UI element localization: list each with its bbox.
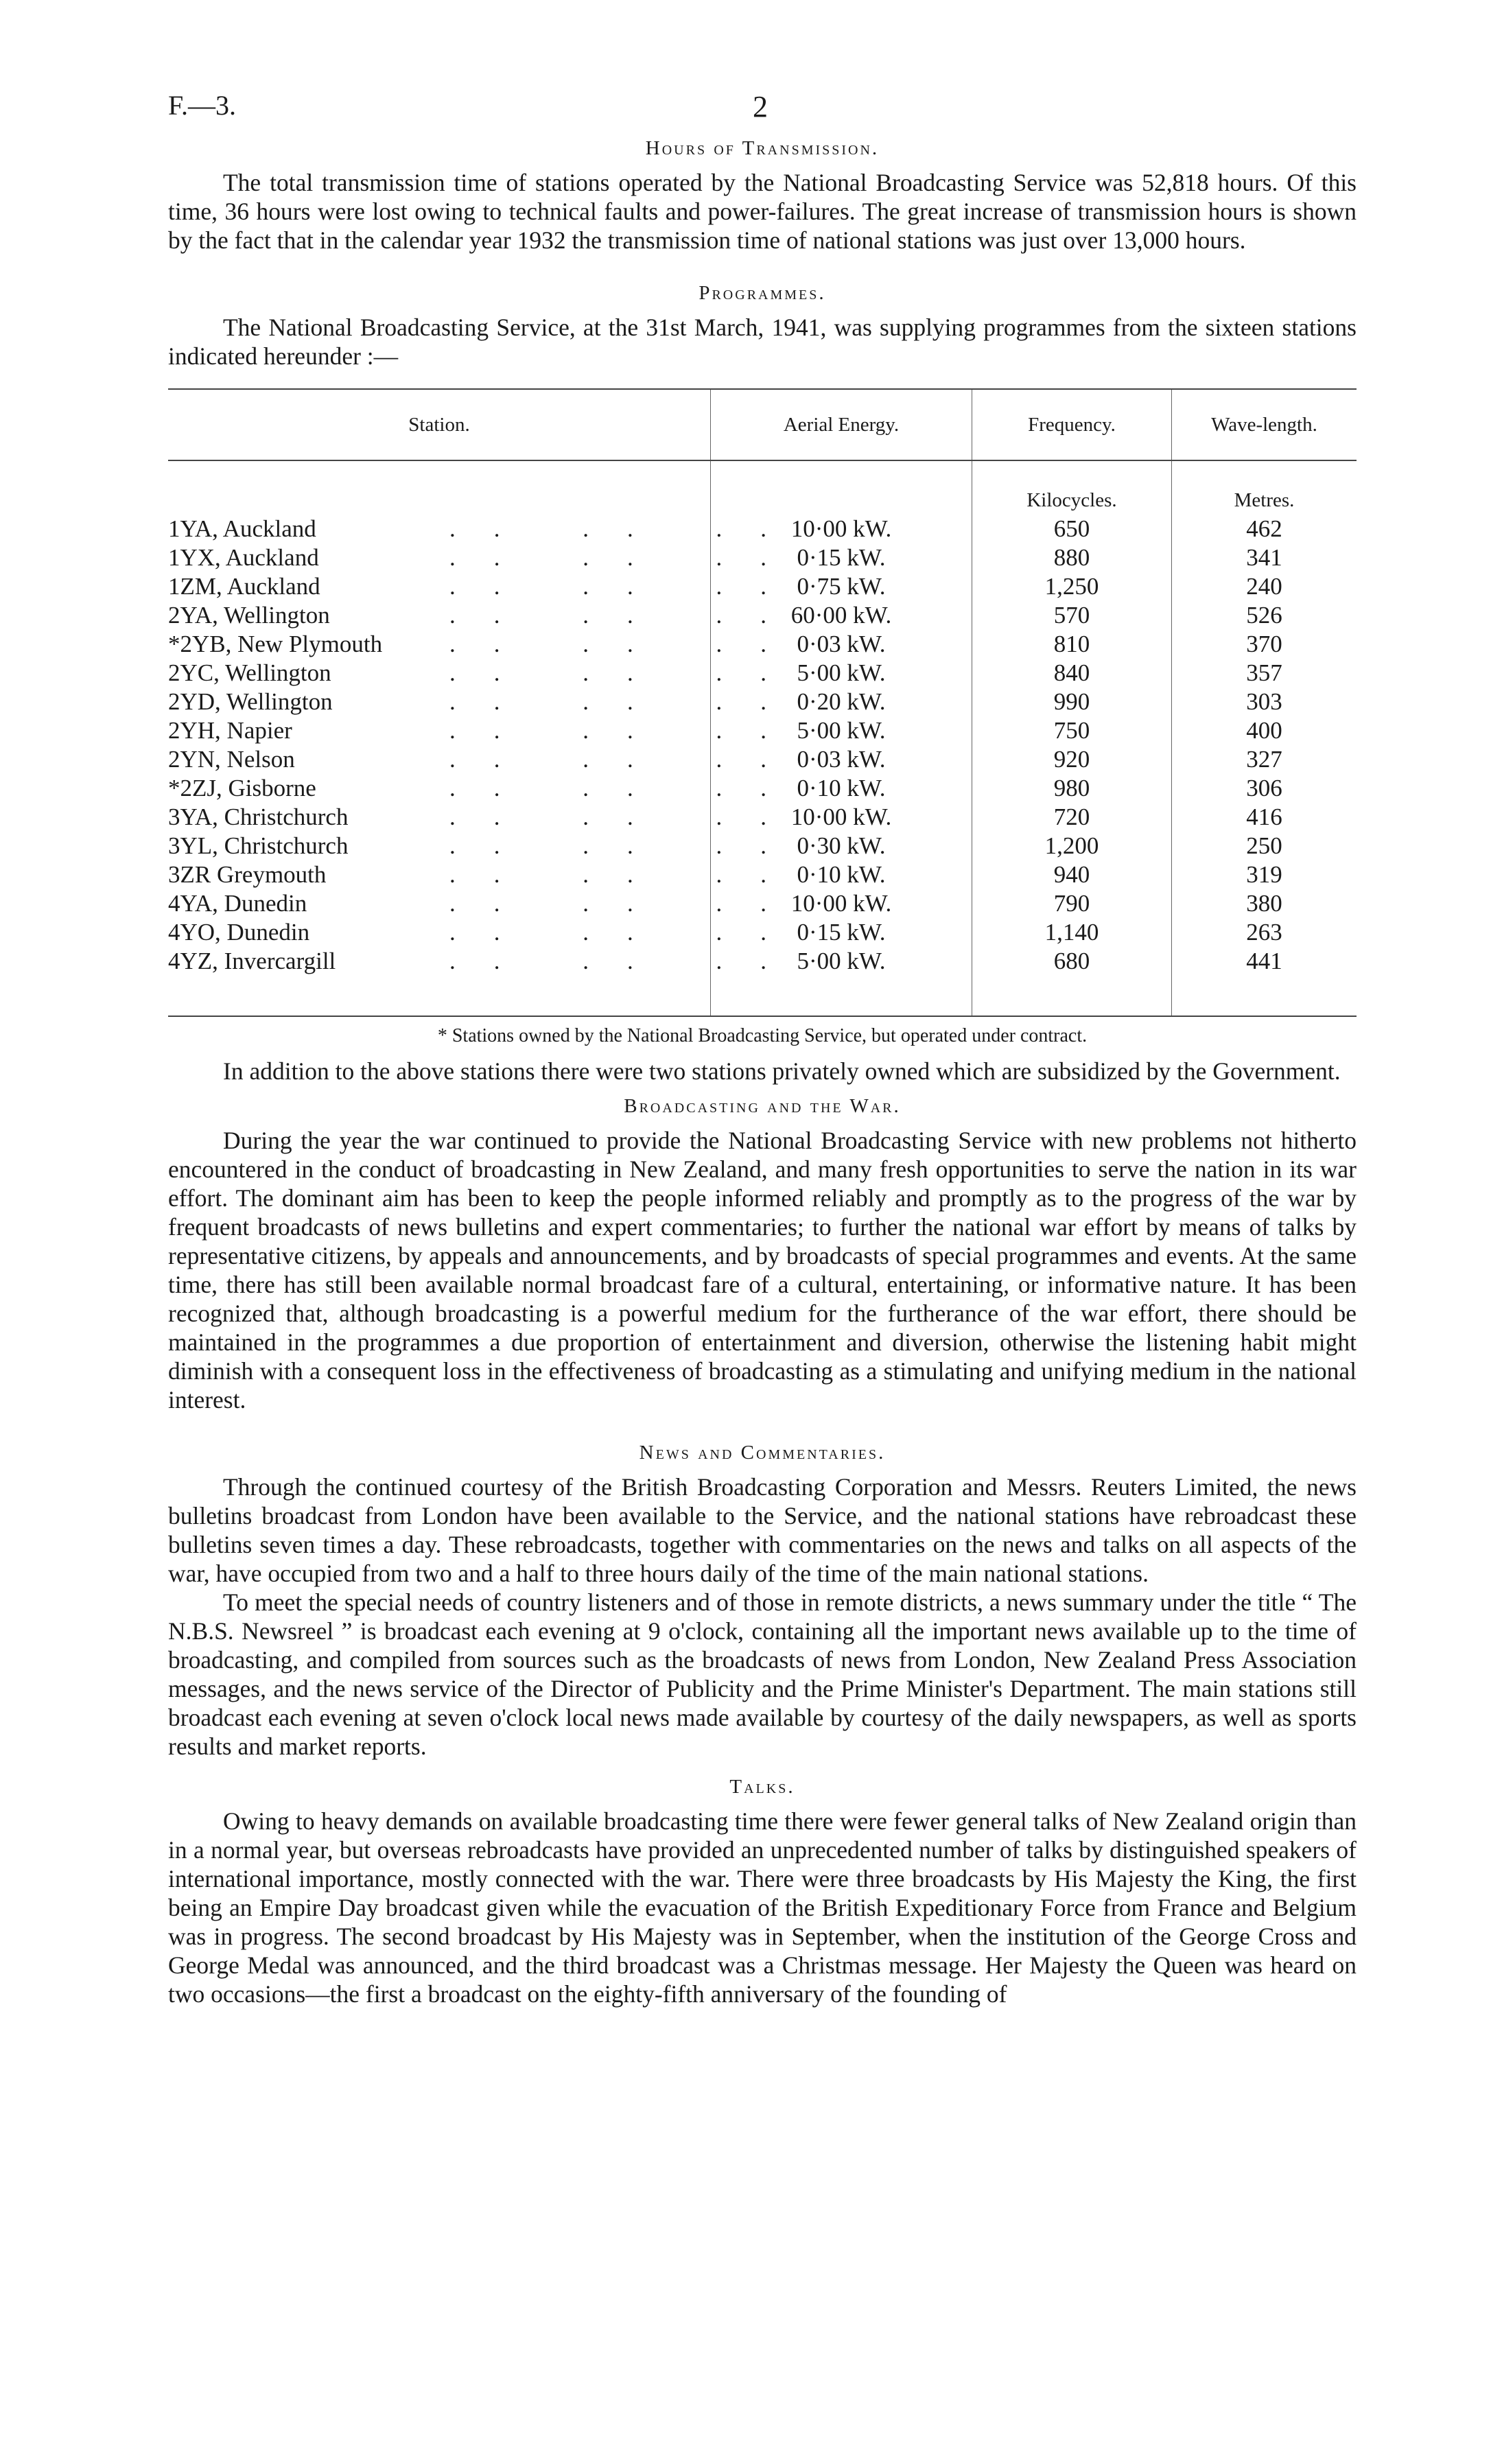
station-name xyxy=(168,918,805,947)
table-row xyxy=(168,543,1357,572)
table-row xyxy=(168,572,1357,601)
wavelength-cell: 441 xyxy=(1172,947,1357,976)
table-row xyxy=(168,774,1357,803)
station-label: 2YH, Napier xyxy=(168,717,292,744)
table-row xyxy=(168,889,1357,918)
table-header-row xyxy=(168,389,1357,460)
station-label: 1YX, Auckland xyxy=(168,544,319,571)
aerial-energy-cell: 60·00 kW. xyxy=(711,601,972,630)
table-row xyxy=(168,860,1357,889)
paragraph-news-1: Through the continued courtesy of the British Broadcasting Corporation and Messrs. Reuters Limited, the news bulletins broadcast from London have been available to the Service, and the national stations have rebroadcast these bulletins seven times a day. These rebroadcasts, together with commentaries on the news and talks on all aspects of the war, have occupied from two and a half to three hours daily of the time of the main national stations. xyxy=(168,1473,1357,1587)
station-label: 2YC, Wellington xyxy=(168,659,331,686)
wavelength-unit: Metres. xyxy=(1172,460,1357,515)
table-body xyxy=(168,460,1357,1016)
wavelength-cell: 400 xyxy=(1172,716,1357,745)
paragraph-programmes: The National Broadcasting Service, at the 31st March, 1941, was supplying programmes from the sixteen stations indicated hereunder :— xyxy=(168,314,1357,370)
leader-dots: .. .. .. xyxy=(449,573,805,600)
aerial-energy-cell: 10·00 kW. xyxy=(711,803,972,832)
wavelength-cell: 380 xyxy=(1172,889,1357,918)
leader-dots: .. .. .. xyxy=(449,890,805,917)
station-name xyxy=(168,630,805,659)
station-name xyxy=(168,688,805,716)
wavelength-cell: 319 xyxy=(1172,860,1357,889)
station-label: 2YD, Wellington xyxy=(168,688,333,715)
paragraph-news-2: To meet the special needs of country listeners and of those in remote districts, a news summary under the title “ The N.B.S. Newsreel ” is broadcast each evening at 9 o'clock, containing all the important news available up to the time of broadcasting, and compiled from sources such as the broadcasts of news from London, New Zealand Press Association messages, and the news service of the Director of Publicity and the Prime Minister's Department. The main stations still broadcast each evening at seven o'clock local news made available by courtesy of the daily newspapers, as well as sports results and market reports. xyxy=(168,1588,1357,1760)
frequency-cell: 650 xyxy=(972,515,1172,543)
station-name xyxy=(168,947,805,976)
aerial-energy-cell: 5·00 kW. xyxy=(711,947,972,976)
leader-dots: .. .. .. xyxy=(449,775,805,801)
heading-broadcasting-and-the-war: Broadcasting and the War. xyxy=(624,1095,901,1117)
aerial-energy-cell: 10·00 kW. xyxy=(711,515,972,543)
stations-table xyxy=(168,388,1357,1017)
aerial-energy-cell: 5·00 kW. xyxy=(711,659,972,688)
column-header-aerial-energy: Aerial Energy. xyxy=(711,389,972,460)
aerial-energy-cell: 5·00 kW. xyxy=(711,716,972,745)
station-name xyxy=(168,889,805,918)
station-name xyxy=(168,572,805,601)
frequency-cell: 920 xyxy=(972,745,1172,774)
aerial-energy-cell: 0·10 kW. xyxy=(711,774,972,803)
table-row xyxy=(168,745,1357,774)
leader-dots: .. .. .. xyxy=(449,515,805,542)
leader-dots: .. .. .. xyxy=(449,717,805,744)
wavelength-cell: 370 xyxy=(1172,630,1357,659)
frequency-cell: 680 xyxy=(972,947,1172,976)
frequency-cell: 720 xyxy=(972,803,1172,832)
table-row xyxy=(168,832,1357,860)
aerial-energy-cell: 0·15 kW. xyxy=(711,543,972,572)
wavelength-cell: 306 xyxy=(1172,774,1357,803)
column-header-frequency: Frequency. xyxy=(972,389,1172,460)
table-row xyxy=(168,515,1357,543)
aerial-energy-cell: 0·03 kW. xyxy=(711,630,972,659)
paragraph-hours: The total transmission time of stations operated by the National Broadcasting Service was 52,818 hours. Of this time, 36 hours were lost owing to technical faults and power-failures. The great increase of transmission hours is shown by the fact that in the calendar year 1932 the transmission time of national stations was just over 13,000 hours. xyxy=(168,169,1357,254)
leader-dots: .. .. .. xyxy=(449,688,805,715)
document-page xyxy=(168,82,1357,2008)
page-header xyxy=(168,82,1357,130)
paragraph-talks: Owing to heavy demands on available broadcasting time there were fewer general talks of New Zealand origin than in a normal year, but overseas rebroadcasts have provided an unprecedented number of talks by distinguished speakers of international importance, mostly connected with the war. There were three broadcasts by His Majesty the King, the first being an Empire Day broadcast given while the evacuation of the British Expeditionary Force from France and Belgium was in progress. The second broadcast by His Majesty was in September, when the institution of the George Cross and George Medal was announced, and the third broadcast was a Christmas message. Her Majesty the Queen was heard on two occasions—the first a broadcast on the eighty-fifth anniversary of the founding of xyxy=(168,1807,1357,2008)
wavelength-cell: 416 xyxy=(1172,803,1357,832)
wavelength-cell: 303 xyxy=(1172,688,1357,716)
heading-hours-of-transmission: Hours of Transmission. xyxy=(645,137,880,159)
leader-dots: .. .. .. xyxy=(449,832,805,859)
leader-dots: .. .. .. xyxy=(449,948,805,974)
station-label: 3ZR Greymouth xyxy=(168,861,327,888)
wavelength-cell: 462 xyxy=(1172,515,1357,543)
frequency-cell: 790 xyxy=(972,889,1172,918)
wavelength-cell: 341 xyxy=(1172,543,1357,572)
aerial-energy-cell: 10·00 kW. xyxy=(711,889,972,918)
station-name xyxy=(168,543,805,572)
wavelength-cell: 240 xyxy=(1172,572,1357,601)
station-label: 1ZM, Auckland xyxy=(168,573,320,600)
station-label: *2YB, New Plymouth xyxy=(168,631,383,657)
station-label: 1YA, Auckland xyxy=(168,515,316,542)
frequency-cell: 1,140 xyxy=(972,918,1172,947)
table-row xyxy=(168,716,1357,745)
table-row xyxy=(168,803,1357,832)
table-row xyxy=(168,630,1357,659)
station-label: 3YA, Christchurch xyxy=(168,803,349,830)
frequency-cell: 980 xyxy=(972,774,1172,803)
column-header-wavelength: Wave-length. xyxy=(1172,389,1357,460)
frequency-unit: Kilocycles. xyxy=(972,460,1172,515)
heading-news-and-commentaries: News and Commentaries. xyxy=(639,1442,886,1464)
paragraph-additional-stations: In addition to the above stations there were two stations privately owned which are subsidized by the Government. xyxy=(223,1057,1341,1085)
station-label: 3YL, Christchurch xyxy=(168,832,349,859)
wavelength-cell: 357 xyxy=(1172,659,1357,688)
frequency-cell: 940 xyxy=(972,860,1172,889)
station-label: 4YO, Dunedin xyxy=(168,919,310,946)
frequency-cell: 810 xyxy=(972,630,1172,659)
table-row xyxy=(168,688,1357,716)
column-header-station: Station. xyxy=(168,389,711,460)
station-name xyxy=(168,659,805,688)
aerial-energy-cell: 0·10 kW. xyxy=(711,860,972,889)
frequency-cell: 990 xyxy=(972,688,1172,716)
station-name xyxy=(168,716,805,745)
table-row xyxy=(168,601,1357,630)
aerial-energy-cell: 0·15 kW. xyxy=(711,918,972,947)
aerial-energy-cell: 0·75 kW. xyxy=(711,572,972,601)
leader-dots: .. .. .. xyxy=(449,659,805,686)
table-row xyxy=(168,947,1357,976)
units-row xyxy=(168,460,1357,515)
frequency-cell: 840 xyxy=(972,659,1172,688)
wavelength-cell: 327 xyxy=(1172,745,1357,774)
frequency-cell: 1,200 xyxy=(972,832,1172,860)
station-label: 2YN, Nelson xyxy=(168,746,295,773)
station-label: 4YA, Dunedin xyxy=(168,890,307,917)
document-reference: F.—3. xyxy=(168,90,237,121)
station-name xyxy=(168,745,805,774)
paragraph-war: During the year the war continued to provide the National Broadcasting Service with new problems not hitherto encountered in the conduct of broadcasting in New Zealand, and many fresh opportunities to serve the nation in its war effort. The dominant aim has been to keep the people informed reliably and promptly as to the progress of the war by frequent broadcasts of news bulletins and expert commentaries; to further the national war effort by means of talks by representative citizens, by appeals and announcements, and by broadcasts of special programmes and events. At the same time, there has still been available normal broadcast fare of a cultural, entertaining, or informative nature. It has been recognized that, although broadcasting is a powerful medium for the furtherance of the war effort, there should be maintained in the programmes a due proportion of entertainment and diversion, otherwise the listening habit might diminish with a consequent loss in the effectiveness of broadcasting as a stimulating and unifying medium in the national interest. xyxy=(168,1127,1357,1413)
aerial-energy-cell: 0·03 kW. xyxy=(711,745,972,774)
station-label: 4YZ, Invercargill xyxy=(168,948,336,974)
heading-talks: Talks. xyxy=(729,1776,795,1798)
table-row xyxy=(168,659,1357,688)
table-spacer-row xyxy=(168,976,1357,1016)
leader-dots: .. .. .. xyxy=(449,544,805,571)
leader-dots: .. .. .. xyxy=(449,919,805,946)
heading-programmes: Programmes. xyxy=(698,282,826,304)
wavelength-cell: 526 xyxy=(1172,601,1357,630)
table-footnote: * Stations owned by the National Broadcasting Service, but operated under contract. xyxy=(437,1025,1088,1046)
aerial-energy-cell: 0·20 kW. xyxy=(711,688,972,716)
station-name xyxy=(168,832,805,860)
station-name xyxy=(168,774,805,803)
frequency-cell: 880 xyxy=(972,543,1172,572)
frequency-cell: 1,250 xyxy=(972,572,1172,601)
leader-dots: .. .. .. xyxy=(449,803,805,830)
frequency-cell: 570 xyxy=(972,601,1172,630)
wavelength-cell: 250 xyxy=(1172,832,1357,860)
station-name xyxy=(168,803,805,832)
aerial-energy-cell: 0·30 kW. xyxy=(711,832,972,860)
leader-dots: .. .. .. xyxy=(449,631,805,657)
station-name xyxy=(168,601,805,630)
station-label: *2ZJ, Gisborne xyxy=(168,775,316,801)
station-name xyxy=(168,515,805,543)
leader-dots: .. .. .. xyxy=(449,861,805,888)
station-name xyxy=(168,860,805,889)
wavelength-cell: 263 xyxy=(1172,918,1357,947)
page-number: 2 xyxy=(753,90,768,124)
leader-dots: .. .. .. xyxy=(449,602,805,629)
frequency-cell: 750 xyxy=(972,716,1172,745)
station-label: 2YA, Wellington xyxy=(168,602,330,629)
table-row xyxy=(168,918,1357,947)
leader-dots: .. .. .. xyxy=(449,746,805,773)
